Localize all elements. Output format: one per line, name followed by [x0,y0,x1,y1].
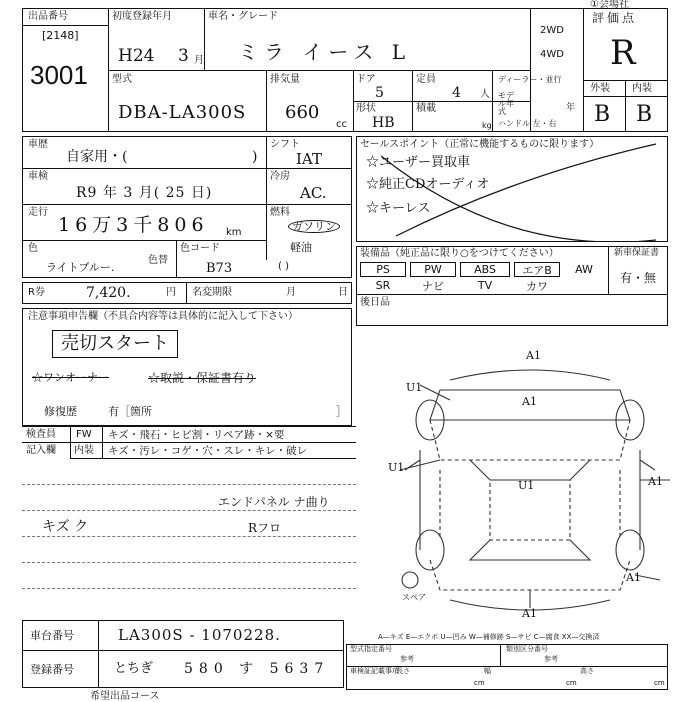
capacity-unit: 人 [480,89,490,100]
color-change-label: 色替 [148,255,168,266]
model-value: DBA-LA300S [118,102,247,123]
notes-stamp: 売切スタート [52,330,178,358]
inspection-value: R9 年 3 月( 25 日) [76,185,213,201]
rating-value: R [610,33,636,73]
recycle-frame [22,282,352,304]
footer-text: 希望出品コース [90,691,160,702]
ac-label: 冷房 [270,171,290,182]
notes-label: 注意事項申告欄（不具合内容等は具体的に記入して下さい） [28,311,298,322]
damage-mark: U1 [406,381,423,394]
color-value: ライトブルー. [46,261,115,274]
height-label: 高さ [580,667,594,675]
capacity-value: 4 [452,85,461,101]
dealer-label: ディーラー・並行 [498,75,562,84]
drive-2wd: 2WD [540,25,564,36]
class-label: 類別区分番号 [506,645,548,653]
exterior-label: 外装 [590,83,610,94]
warranty-value: 有・無 [620,271,657,285]
shape-label: 形状 [356,103,376,114]
ac-value: AC. [300,184,327,202]
model-label: 型式 [112,74,132,85]
sales-point: ☆キーレス [366,201,431,216]
damage-mark: U1 [388,461,405,474]
equip-ps: PS [360,262,406,277]
inspector-label-2: 記入欄 [26,445,56,456]
cm-unit: cm [654,679,665,687]
spare-label: スペア [402,593,426,602]
inspector-label-1: 検査員 [26,429,56,440]
top-right-label: ①会場社 [590,0,629,10]
repair-close: ］ [336,405,347,418]
warranty-label: 新車保証書 [614,248,660,258]
damage-mark: A1 [526,349,541,362]
cm-unit: cm [566,679,577,687]
color-code-label: 色コード [180,243,220,254]
reg-month: 3 [178,46,189,66]
chassis-value: LA300S - 1070228. [118,626,281,644]
shift-label: シフト [270,139,300,150]
reg-label: 初度登録年月 [112,11,172,22]
car-name: ミラ イース L [238,40,411,64]
sales-point: ☆ユーザー買取車 [366,155,471,170]
equip-tv: TV [477,279,493,292]
color-label: 色 [28,243,38,254]
shift-value: IAT [296,150,322,168]
notes-line1-b: ☆取説・保証書有り [148,371,257,385]
deadline-label: 名変期限 [192,287,232,298]
history-label: 車歴 [28,139,48,150]
fuel-gasoline: ガソリン [288,220,340,233]
interior-label: 内装 [632,83,652,94]
history-value: 自家用・( [66,149,128,165]
sales-label: セールスポイント（正常に機能するものに限ります） [360,139,600,150]
inspector-interior-text: キズ・汚レ・コゲ・穴・スレ・キレ・破レ [108,445,308,457]
equip-pw: PW [410,262,456,277]
equip-airbag: エアB [514,262,560,277]
type-cert-ref: 参考 [400,655,414,663]
handle-label: ハンドル 左・右 [498,119,557,128]
equip-abs: ABS [460,262,510,277]
damage-mark: A1 [648,475,663,488]
kg-unit: kg [482,121,492,130]
rating-label: 評価点 [592,11,638,25]
inspector-fw-text: キズ・飛石・ヒビ割・リペア跡・×要 [108,429,285,441]
yen-unit: 円 [166,287,176,298]
inspector-note-3: キズ ク [42,519,89,535]
inspection-label: 車検 [28,171,48,182]
reg-month-unit: 月 [194,55,204,66]
type-cert-label: 型式指定番号 [350,645,392,653]
color-code-value: B73 [206,261,233,276]
plate-pref: とちぎ [114,661,154,676]
fuel-paren: ( ) [278,261,289,272]
exterior-grade: B [594,102,611,127]
mileage-label: 走行 [28,207,48,218]
equip-leather: カワ [526,279,548,293]
damage-mark: A1 [522,607,537,620]
recycle-value: 7,420. [86,285,131,301]
damage-mark: A1 [626,571,641,584]
interior-grade: B [636,102,653,127]
equip-aw: AW [575,263,593,276]
repair-value: 有［箇所 [108,405,152,418]
displacement-label: 排気量 [270,74,300,85]
inspector-interior: 内装 [74,445,94,456]
drive-4wd: 4WD [540,49,564,60]
mileage-value: 16万3千806 [58,214,209,236]
cm-unit: cm [474,679,485,687]
damage-legend: A—キズ E—エクボ U—凹み W—補修跡 S—サビ C—腐食 XX—交換済 [378,633,600,641]
notes-line1-a: ☆ワンオーナー [32,371,109,384]
inspector-note-2: Rフロ [248,521,282,535]
capacity-label: 定員 [416,74,436,85]
repair-label: 修復歴 [44,405,77,418]
cert-label: 車検証記載事項 [350,667,399,675]
equip-navi: ナビ [422,279,444,293]
doors-value: 5 [375,85,384,101]
inspector-fw: FW [76,429,92,440]
history-close: ) [252,149,258,165]
later-label: 後日品 [360,297,390,308]
recycle-label: R券 [28,287,45,298]
deadline-day: 日 [338,287,348,298]
length-label: 長さ [396,667,410,675]
doors-label: ドア [356,74,376,85]
plate-label: 登録番号 [30,663,74,676]
equip-sr: SR [375,279,391,292]
cc-unit: cc [336,119,347,130]
lot-label: 出品番号 [28,11,68,22]
strike-lines [356,136,668,242]
load-label: 積載 [416,103,436,114]
damage-mark: U1 [518,479,535,492]
width-label: 幅 [484,667,491,675]
plate-number: 580 す 5637 [184,661,330,677]
class-ref: 参考 [544,655,558,663]
inspector-note-1: エンドパネル ナ曲り [218,495,330,509]
reg-era: H24 [118,46,155,66]
deadline-month: 月 [286,287,296,298]
year-model-label: モデル年式 [498,91,514,116]
year-unit: 年 [566,103,576,113]
sales-point: ☆純正CDオーディオ [366,177,490,192]
fuel-label: 燃料 [270,207,290,218]
shape-value: HB [372,115,395,131]
lot-sub: [2148] [42,29,79,42]
chassis-label: 車台番号 [30,629,74,642]
lot-number: 3001 [30,60,88,90]
damage-mark: A1 [522,395,537,408]
displacement-value: 660 [285,102,320,123]
equipment-label: 装備品（純正品に限り○をつけてください） [360,248,559,259]
km-unit: km [226,227,242,238]
fuel-diesel: 軽油 [290,241,312,254]
name-label: 車名・グレード [208,11,278,22]
